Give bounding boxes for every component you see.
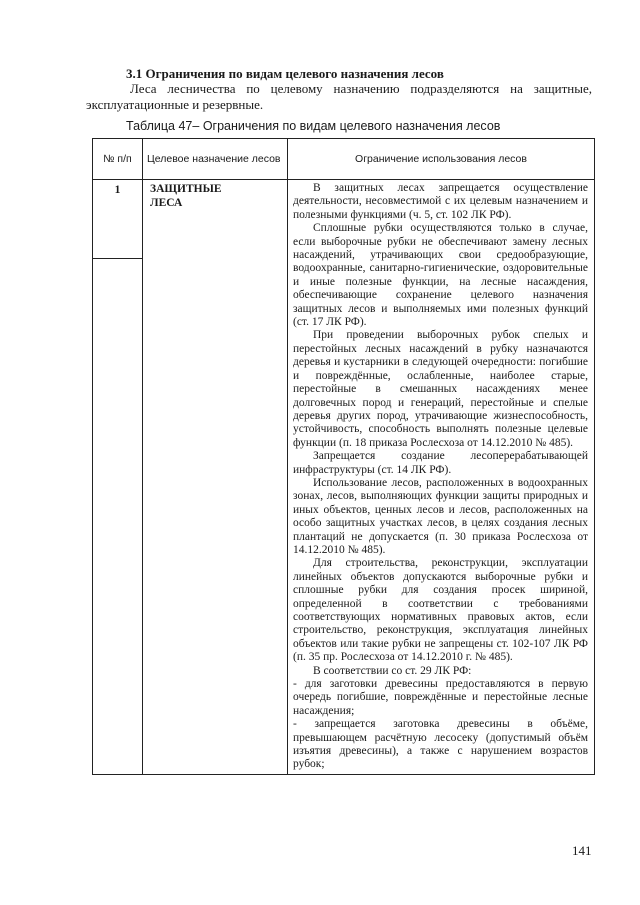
row-number: 1 — [114, 184, 121, 196]
intro-paragraph: Леса лесничества по целевому назначению подразделяются на защитные, эксплуатационные и резервные. — [86, 81, 592, 112]
table-header-row — [93, 139, 595, 180]
header-number: № п/п — [93, 139, 143, 180]
page-number: 141 — [572, 843, 592, 858]
header-restriction: Ограничение использования лесов — [288, 139, 595, 180]
restriction-paragraph: При проведении выборочных рубок спелых и перестойных лесных насаждений в рубку назначаются деревья и кустарники в следующей очередности: погибшие и повреждённые, ослабленные, наиболее старые, перестойные в смешанных насаждениях менее долговечных пород и генераций, перестойные и спелые деревья других пород, утрачивающие жизнеспособность, устойчивость, способность выполнять полезные целевые функции (п. 18 приказа Рослесхоза от 14.12.2010 № 485). — [293, 329, 588, 449]
restriction-bullet: - запрещается заготовка древесины в объёме, превышающем расчётную лесосеку (допустимый объём изъятия древесины), а также с нарушением возрастов рубок; — [293, 718, 588, 771]
restriction-cell — [288, 180, 595, 775]
restrictions-table — [92, 138, 595, 775]
restriction-bullet: - для заготовки древесины предоставляются в первую очередь погибшие, повреждённые и перестойные лесные насаждения; — [293, 678, 588, 717]
restriction-paragraph: Сплошные рубки осуществляются только в случае, если выборочные рубки не обеспечивают замену лесных насаждений, утрачивающих свои средообразующие, водоохранные, санитарно-гигиенические, оздоровительные и иные полезные функции, на лесные насаждения, обеспечивающие сохранение целевого назначения защитных лесов и выполняемых ими полезных функций (ст. 17 ЛК РФ). — [293, 222, 588, 329]
cell-divider — [93, 258, 142, 259]
forest-type-line1: ЗАЩИТНЫЕ — [150, 183, 222, 195]
restriction-paragraph: В соответствии со ст. 29 ЛК РФ: — [313, 664, 472, 677]
table-caption: Таблица 47– Ограничения по видам целевого назначения лесов — [126, 119, 501, 133]
forest-type-cell — [143, 180, 288, 775]
header-purpose: Целевое назначение лесов — [143, 139, 288, 180]
restriction-paragraph: Для строительства, реконструкции, эксплуатации линейных объектов допускаются выборочные рубки и сплошные рубки для создания просек шириной, определенной в соответствии с требованиями соответствующих нормативных правовых актов, если строительство, реконструкция, эксплуатация линейных объектов или такие рубки не запрещены ст. 102-107 ЛК РФ (п. 35 пр. Рослесхоза от 14.12.2010 г. № 485). — [293, 557, 588, 664]
forest-type-line2: ЛЕСА — [150, 197, 183, 209]
row-number-cell — [93, 180, 143, 775]
restriction-paragraph: Запрещается создание лесоперерабатывающей инфраструктуры (ст. 14 ЛК РФ). — [293, 450, 588, 476]
restriction-paragraph: В защитных лесах запрещается осуществление деятельности, несовместимой с их целевым назначением и полезными функциями (ч. 5, ст. 102 ЛК РФ). — [293, 182, 588, 221]
restriction-paragraph: Использование лесов, расположенных в водоохранных зонах, лесов, выполняющих функции защиты природных и иных объектов, ценных лесов и лесов, расположенных на особо защитных участках лесов, в целях создания лесных плантаций не допускается (п. 30 приказа Рослесхоза от 14.12.2010 № 485). — [293, 476, 588, 556]
table-row — [93, 180, 595, 775]
section-heading: 3.1 Ограничения по видам целевого назначения лесов — [126, 66, 444, 81]
forest-type — [143, 180, 287, 210]
